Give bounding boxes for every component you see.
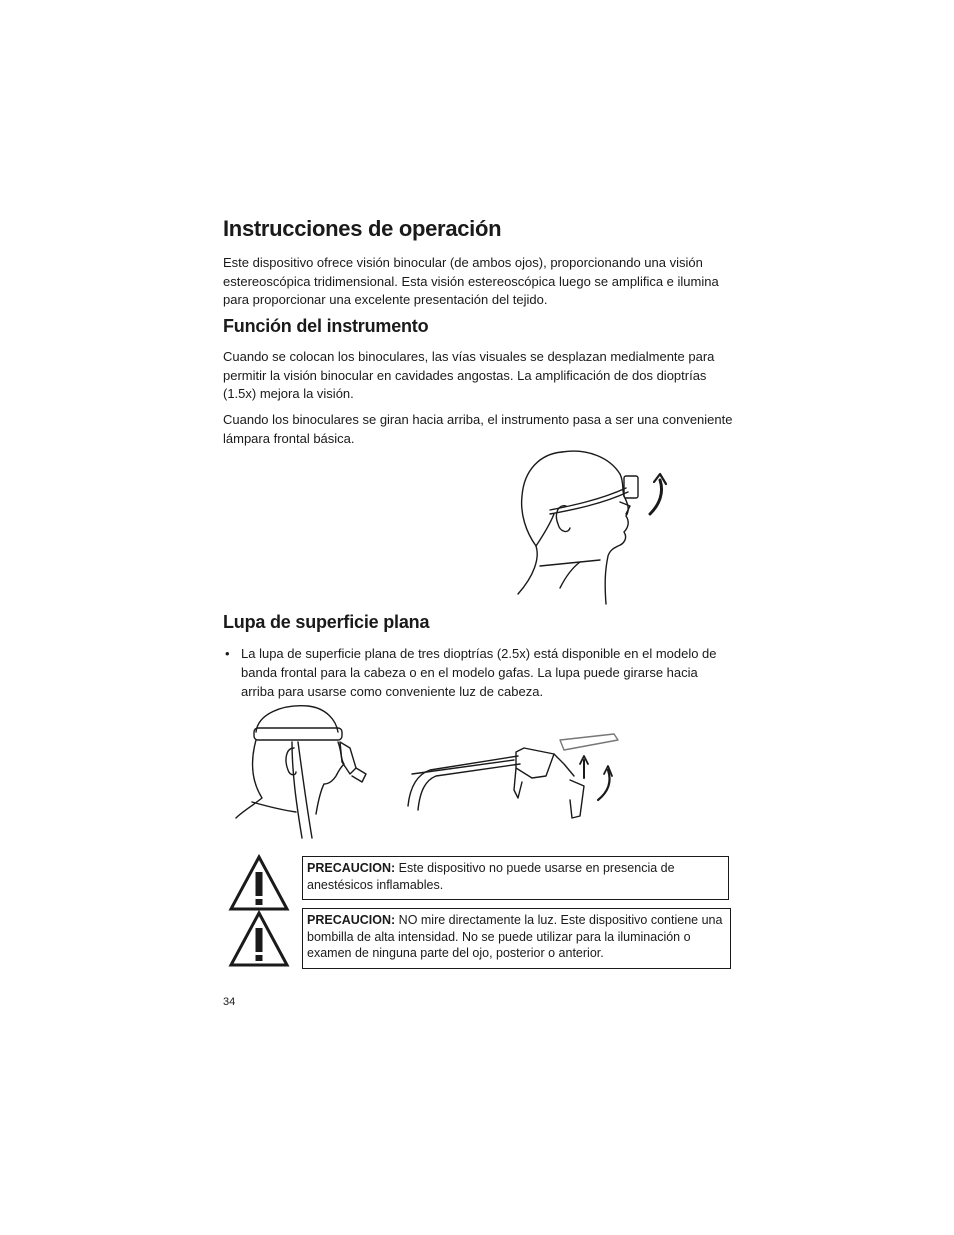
caution-text: Este dispositivo no puede usarse en presencia de anestésicos inflamables.	[307, 861, 675, 892]
caution-label: PRECAUCION:	[307, 913, 396, 927]
page-title: Instrucciones de operación	[223, 216, 502, 241]
page-number: 34	[223, 996, 236, 1008]
warning-triangle-icon	[229, 911, 289, 967]
warning-triangle-icon	[229, 855, 289, 911]
head-binoculars-up-illustration	[510, 448, 680, 608]
caution-label: PRECAUCION:	[307, 861, 396, 875]
function-paragraph-1: Cuando se colocan los binoculares, las vías visuales se desplazan medialmente para permitir la visión binocular en cavidades angostas. La amplificación de dos dioptrías (1.5x) mejora la visión.	[223, 349, 715, 401]
bullet-symbol: •	[225, 646, 230, 661]
heading-loupe: Lupa de superficie plana	[223, 612, 430, 632]
function-paragraph-2: Cuando los binoculares se giran hacia arriba, el instrumento pasa a ser una conveniente lámpara frontal básica.	[223, 412, 733, 446]
caution-box-flammable	[302, 856, 729, 900]
headband-loupe-illustration	[232, 702, 382, 842]
loupe-bullet-text: La lupa de superficie plana de tres dioptrías (2.5x) está disponible en el modelo de banda frontal para la cabeza o en el modelo gafas. La lupa puede girarse hacia arriba para usarse como conveniente luz de cabeza.	[241, 646, 717, 699]
intro-paragraph: Este dispositivo ofrece visión binocular (de ambos ojos), proporcionando una visión estereoscópica tridimensional. Esta visión estereoscópica luego se amplifica e ilumina para proporcionar una excelente presentación del tejido.	[223, 255, 719, 307]
heading-function: Función del instrumento	[223, 316, 429, 336]
caution-box-light	[302, 908, 731, 969]
caution-text: NO mire directamente la luz. Este dispositivo contiene una bombilla de alta intensidad. No se puede utilizar para la iluminación o examen de ninguna parte del ojo, posterior o anterior.	[307, 913, 723, 960]
glasses-loupe-illustration	[404, 730, 636, 826]
